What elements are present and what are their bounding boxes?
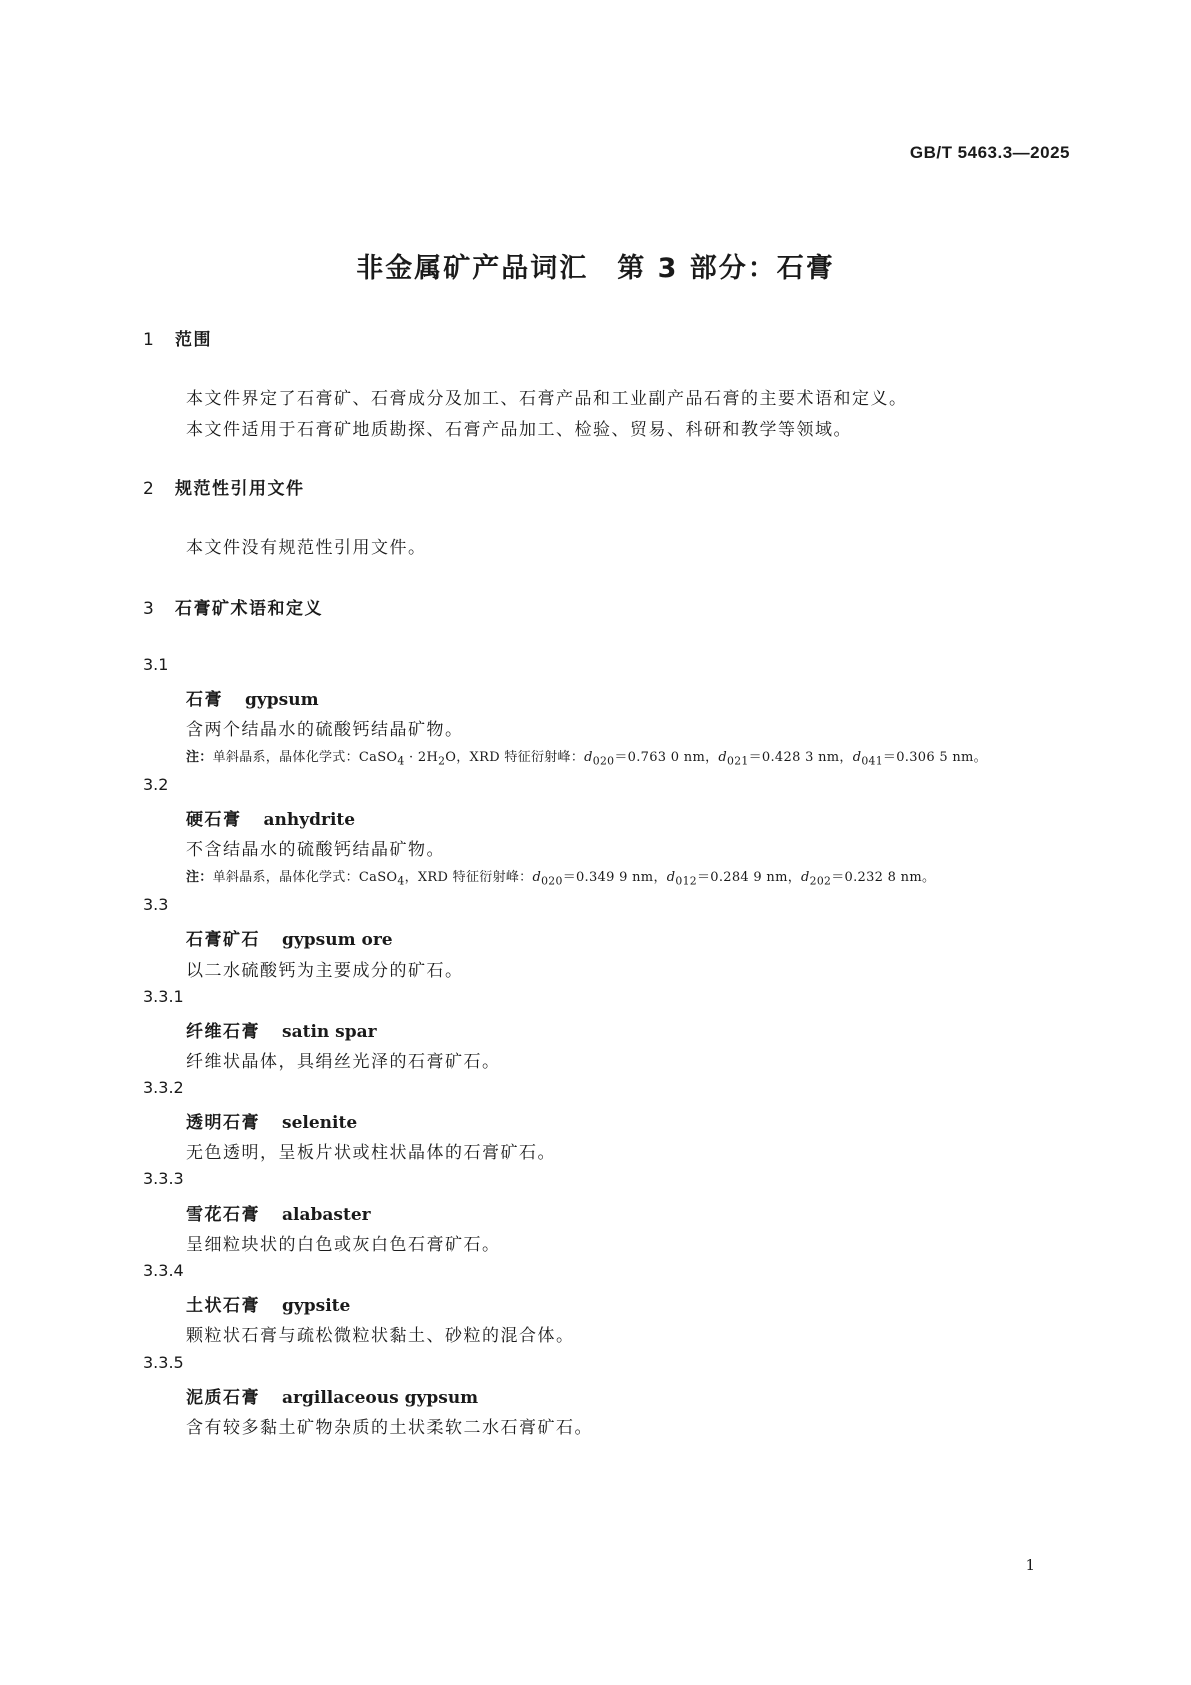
term-definition: 含有较多黏土矿物杂质的土状柔软二水石膏矿石。 [186, 1418, 593, 1438]
term-english: gypsum ore [282, 930, 393, 950]
section-number: 2 [143, 479, 156, 499]
term-definition: 呈细粒块状的白色或灰白色石膏矿石。 [186, 1235, 501, 1255]
term-english: gypsum [245, 690, 319, 710]
term-definition: 无色透明，呈板片状或柱状晶体的石膏矿石。 [186, 1143, 556, 1163]
section-number: 1 [143, 330, 156, 350]
section-heading-terms [143, 594, 323, 619]
refs-paragraph: 本文件没有规范性引用文件。 [186, 538, 427, 558]
term-number: 3.2 [143, 775, 169, 794]
term-english: anhydrite [263, 810, 356, 830]
term-number: 3.3 [143, 895, 169, 914]
scope-paragraph-2: 本文件适用于石膏矿地质勘探、石膏产品加工、检验、贸易、科研和教学等领域。 [186, 420, 852, 440]
term-definition: 含两个结晶水的硫酸钙结晶矿物。 [186, 720, 464, 740]
term-chinese: 石膏 [186, 690, 223, 710]
term-definition: 纤维状晶体，具绢丝光泽的石膏矿石。 [186, 1052, 501, 1072]
term-number: 3.3.5 [143, 1353, 184, 1372]
note-label: 注： [186, 750, 213, 765]
section-title: 石膏矿术语和定义 [175, 599, 323, 619]
term-chinese: 硬石膏 [186, 810, 242, 830]
section-heading-normative-refs [143, 474, 305, 499]
term-number: 3.3.3 [143, 1169, 184, 1188]
term-heading [186, 925, 393, 950]
term-english: alabaster [282, 1205, 371, 1225]
term-number: 3.1 [143, 655, 169, 674]
page-number: 1 [1025, 1556, 1035, 1574]
term-definition: 以二水硫酸钙为主要成分的矿石。 [186, 961, 464, 981]
document-code: GB/T 5463.3—2025 [909, 143, 1070, 162]
section-title: 规范性引用文件 [175, 479, 305, 499]
term-chinese: 石膏矿石 [186, 930, 260, 950]
note-label: 注： [186, 870, 213, 885]
term-heading [186, 685, 319, 710]
term-chinese: 透明石膏 [186, 1113, 260, 1133]
term-number: 3.3.1 [143, 987, 184, 1006]
section-heading-scope [143, 325, 212, 350]
term-heading [186, 1017, 377, 1042]
document-title: 非金属矿产品词汇 第 3 部分：石膏 [356, 253, 835, 284]
term-definition: 不含结晶水的硫酸钙结晶矿物。 [186, 840, 445, 860]
term-chinese: 土状石膏 [186, 1296, 260, 1316]
term-definition: 颗粒状石膏与疏松微粒状黏土、砂粒的混合体。 [186, 1326, 575, 1346]
term-english: gypsite [282, 1296, 351, 1316]
term-number: 3.3.4 [143, 1261, 184, 1280]
scope-paragraph-1: 本文件界定了石膏矿、石膏成分及加工、石膏产品和工业副产品石膏的主要术语和定义。 [186, 389, 908, 409]
term-chinese: 泥质石膏 [186, 1388, 260, 1408]
section-title: 范围 [175, 330, 212, 350]
term-heading [186, 1383, 478, 1408]
term-heading [186, 1108, 357, 1133]
term-heading [186, 805, 355, 830]
term-english: selenite [282, 1113, 358, 1133]
term-note: 注：单斜晶系，晶体化学式：CaSO$_4$，XRD 特征衍射峰：$d_{020}=0.349$ 9 nm，$d_{012}=0.284$ 9 nm，$d_{202}=0.232$ 8 nm。 [186, 870, 936, 888]
term-heading [186, 1200, 371, 1225]
term-heading [186, 1291, 350, 1316]
term-english: satin spar [282, 1022, 377, 1042]
term-english: argillaceous gypsum [282, 1388, 479, 1408]
section-number: 3 [143, 599, 156, 619]
term-chinese: 纤维石膏 [186, 1022, 260, 1042]
term-note: 注：单斜晶系，晶体化学式：CaSO$_4$ · $2H_2O$，XRD 特征衍射峰：$d_{020}=0.763$ 0 nm，$d_{021}=0.428$ 3 nm，$d_{041}=0.306$ 5 nm。 [186, 750, 987, 768]
term-number: 3.3.2 [143, 1078, 184, 1097]
term-chinese: 雪花石膏 [186, 1205, 260, 1225]
